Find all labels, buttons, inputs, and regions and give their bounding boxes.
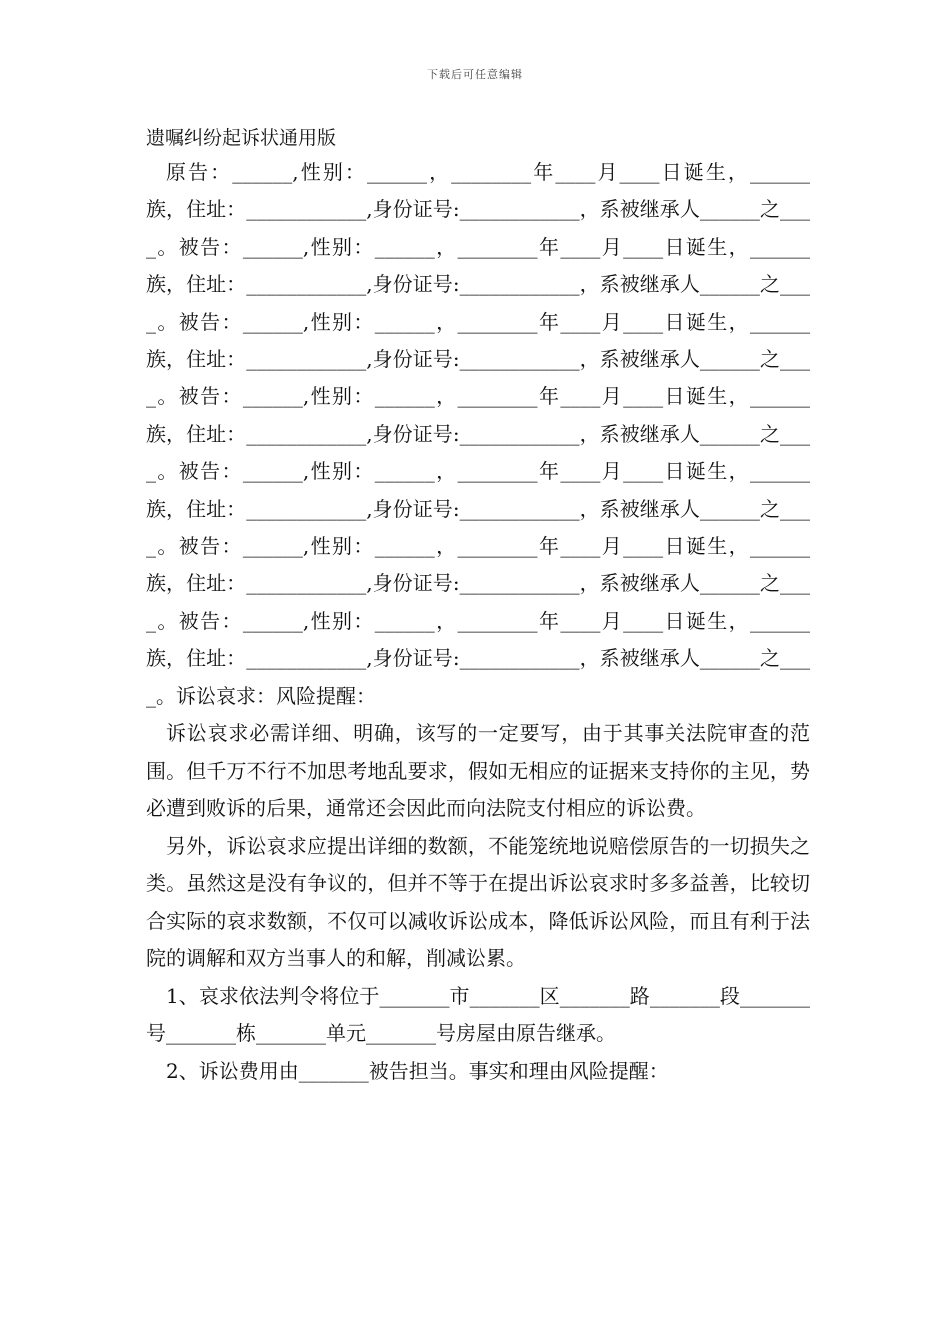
request-item-1: 1、哀求依法判令将位于_______市_______区_______路_______段_______号_______栋_______单元_______号房屋由原告继承。 bbox=[146, 983, 810, 1046]
parties-form-paragraph: 原告：______,性别：______，________年____月____日诞生，______族，住址：____________,身份证号:____________，系被继承人______之____。被告：______,性别：______，________年____月____日诞生，______族，住址：____________,身份证号:____________，系被继承人______之____。被告：______,性别：______，________年____月____日诞生，______族，住址：____________,身份证号:____________，系被继承人______之____。被告：______,性别：______，________年____月____日诞生，______族，住址：____________,身份证号:____________，系被继承人______之____。被告：______,性别：______，________年____月____日诞生，______族，住址：____________,身份证号:____________，系被继承人______之____。被告：______,性别：______，________年____月____日诞生，______族，住址：____________,身份证号:____________，系被继承人______之____。被告：______,性别：______，________年____月____日诞生，______族，住址：____________,身份证号:____________，系被继承人______之____。诉讼哀求：风险提醒： bbox=[146, 160, 810, 708]
request-item-2: 2、诉讼费用由_______被告担当。事实和理由风险提醒： bbox=[166, 1058, 669, 1083]
document-body bbox=[146, 122, 810, 1090]
risk-paragraph-2: 另外，诉讼哀求应提出详细的数额，不能笼统地说赔偿原告的一切损失之类。虽然这是没有争议的，但并不等于在提出诉讼哀求时多多益善，比较切合实际的哀求数额，不仅可以减收诉讼成本，降低诉讼风险，而且有利于法院的调解和双方当事人的和解，削减讼累。 bbox=[146, 833, 810, 971]
page-header-note: 下载后可任意编辑 bbox=[427, 68, 523, 81]
risk-paragraph-1: 诉讼哀求必需详细、明确，该写的一定要写，由于其事关法院审查的范围。但千万不行不加思考地乱要求，假如无相应的证据来支持你的主见，势必遭到败诉的后果，通常还会因此而向法院支付相应的诉讼费。 bbox=[146, 721, 810, 821]
document-title: 遗嘱纠纷起诉状通用版 bbox=[146, 127, 337, 149]
